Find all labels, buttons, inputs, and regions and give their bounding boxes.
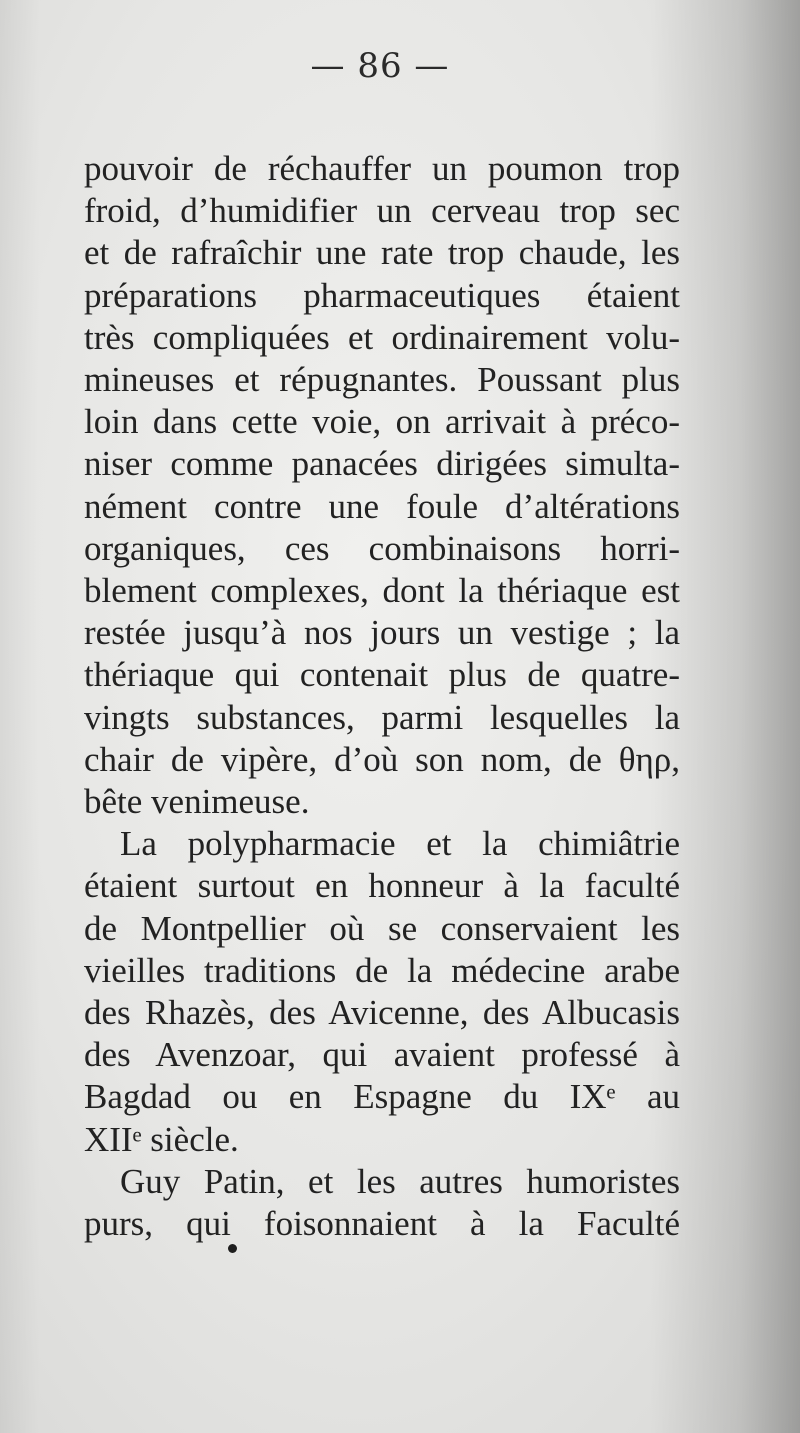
text-line: thériaque qui contenait plus de quatre- [84, 655, 680, 695]
text-line: mineuses et répugnantes. Poussant plus [84, 360, 680, 400]
text-line: vingts substances, parmi lesquelles la [84, 697, 680, 737]
text-line: vieilles traditions de la médecine arabe [84, 950, 680, 990]
text-line: et de rafraîchir une rate trop chaude, les [84, 233, 680, 273]
text-line: loin dans cette voie, on arrivait à préco- [84, 402, 680, 442]
text-line: bête venimeuse. [84, 782, 310, 822]
paragraph [84, 823, 680, 1161]
text-line: très compliquées et ordinairement volu- [84, 317, 680, 357]
text-line: purs, qui foisonnaient à la Faculté [84, 1204, 680, 1244]
text-line: niser comme panacées dirigées simulta- [84, 444, 680, 484]
text-line: des Rhazès, des Avicenne, des Albucasis [84, 993, 680, 1033]
text-line: XIIᵉ siècle. [84, 1119, 239, 1159]
text-line: des Avenzoar, qui avaient professé à [84, 1035, 680, 1075]
text-line: organiques, ces combinaisons horri- [84, 528, 680, 568]
text-line: de Montpellier où se conservaient les [84, 908, 680, 948]
text-line: froid, d’humidifier un cerveau trop sec [84, 191, 680, 231]
page-number: — 86 — [310, 46, 450, 86]
paragraph [84, 148, 680, 823]
text-line: chair de vipère, d’où son nom, de θηρ, [84, 739, 680, 779]
text-line: blement complexes, dont la thériaque est [84, 571, 680, 611]
text-line: préparations pharmaceutiques étaient [84, 275, 680, 315]
body-text [84, 148, 680, 1245]
text-line: Guy Patin, et les autres humoristes [120, 1161, 680, 1201]
text-line: pouvoir de réchauffer un poumon trop [84, 149, 680, 188]
ink-dot [228, 1244, 237, 1253]
paragraph [84, 1161, 680, 1245]
text-line: Bagdad ou en Espagne du IXᵉ au [84, 1077, 680, 1117]
text-line: nément contre une foule d’altérations [84, 486, 680, 526]
text-line: restée jusqu’à nos jours un vestige ; la [84, 613, 680, 653]
text-line: La polypharmacie et la chimiâtrie [120, 824, 680, 864]
text-line: étaient surtout en honneur à la faculté [84, 866, 680, 906]
